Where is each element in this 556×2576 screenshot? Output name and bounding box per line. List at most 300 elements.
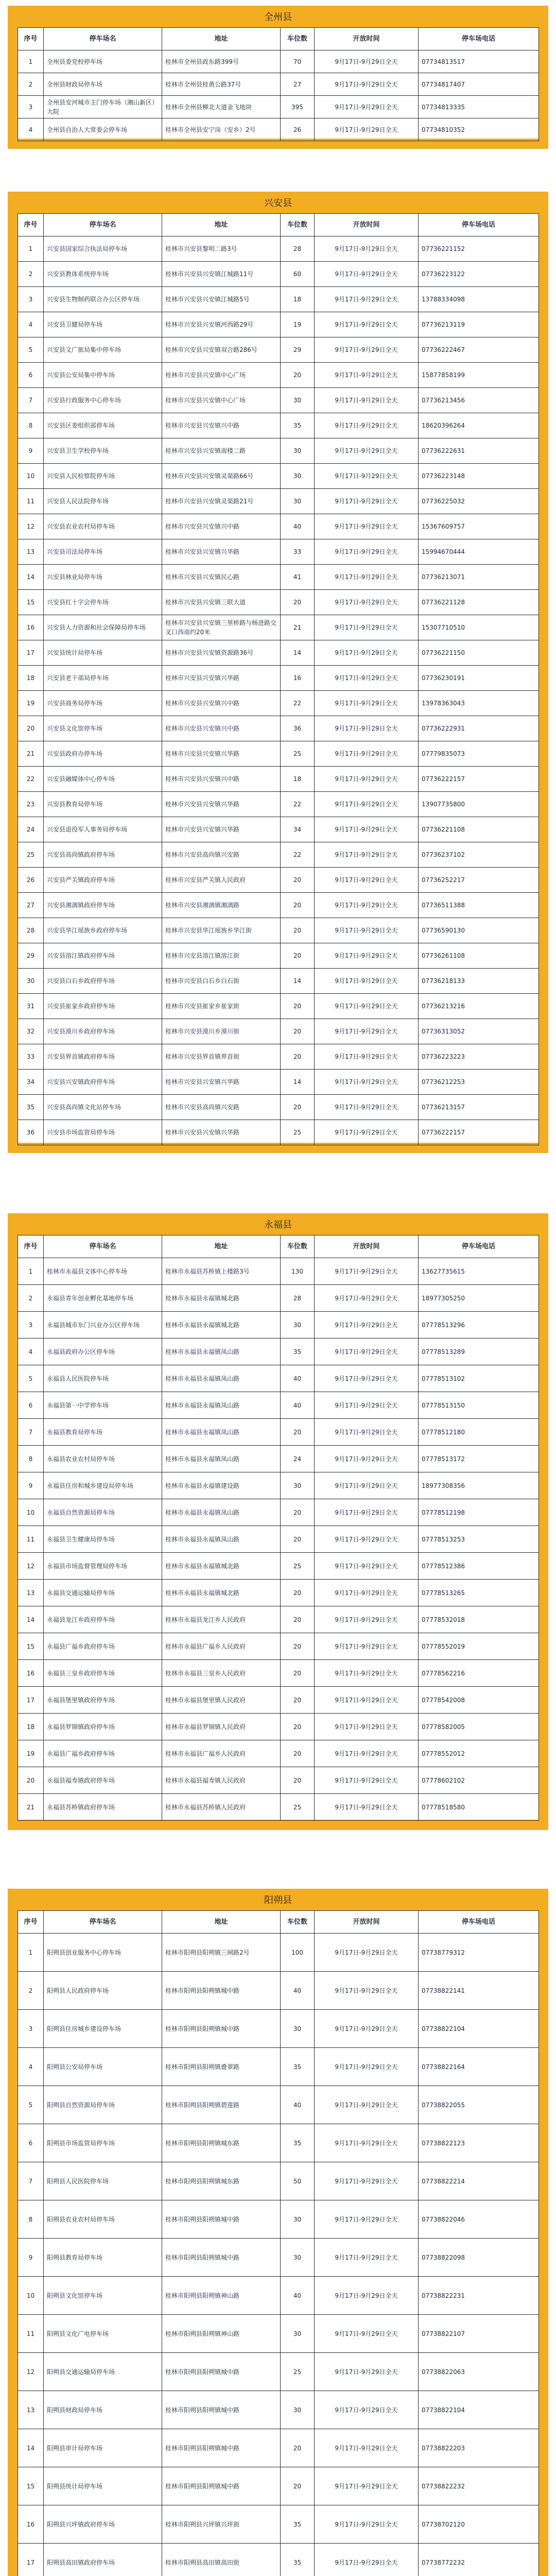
space-count: 33 <box>281 539 315 565</box>
row-index: 6 <box>18 1392 44 1419</box>
open-hours: 9月17日-9月29日全天 <box>315 363 419 388</box>
open-hours: 9月17日-9月29日全天 <box>315 868 419 893</box>
parking-address: 桂林市永福县广福乡人民政府 <box>162 1740 281 1767</box>
row-index: 15 <box>18 590 44 615</box>
open-hours: 9月17日-9月29日全天 <box>315 413 419 438</box>
row-index: 19 <box>18 691 44 716</box>
parking-address: 桂林市兴安县湘漓镇湘漓路 <box>162 893 281 918</box>
row-index: 10 <box>18 1499 44 1526</box>
parking-address: 桂林市兴安县兴安镇兴华路 <box>162 741 281 767</box>
parking-name: 永福县住房和城乡建设局停车场 <box>44 1472 162 1499</box>
table-row <box>18 464 539 489</box>
parking-phone: 07736213456 <box>419 388 539 413</box>
open-hours: 9月17日-9月29日全天 <box>315 1606 419 1633</box>
parking-phone: 07736221152 <box>419 236 539 262</box>
parking-address: 桂林市永福县永福镇城北路 <box>162 1553 281 1580</box>
space-count: 35 <box>281 413 315 438</box>
table-row <box>18 337 539 363</box>
parking-address: 桂林市兴安县兴安镇灵渠路21号 <box>162 489 281 514</box>
parking-phone: 07778518580 <box>419 1794 539 1821</box>
parking-name: 兴安县教育局停车场 <box>44 792 162 817</box>
row-index: 5 <box>18 1365 44 1392</box>
table-header-row <box>18 1235 539 1258</box>
parking-name: 阳朔县人民政府停车场 <box>44 1972 162 2010</box>
row-index: 13 <box>18 1580 44 1606</box>
parking-address: 桂林市兴安县兴安镇兴中路 <box>162 716 281 741</box>
parking-name: 兴安县兴安镇政府停车场 <box>44 1070 162 1095</box>
parking-address: 桂林市全州县柳北大道金飞地块 <box>162 96 281 118</box>
parking-phone: 07736313052 <box>419 1019 539 1044</box>
open-hours: 9月17日-9月29日全天 <box>315 2391 419 2429</box>
parking-address: 桂林市阳朔县阳朔镇神山路 <box>162 2315 281 2353</box>
parking-name: 阳朔县高田镇政府停车场 <box>44 2544 162 2576</box>
parking-address: 桂林市永福县永福镇凤山路 <box>162 1526 281 1553</box>
parking-address: 桂林市阳朔县阳朔镇城中路 <box>162 2200 281 2239</box>
parking-phone: 07778513265 <box>419 1580 539 1606</box>
parking-name: 兴安县统计局停车场 <box>44 640 162 666</box>
parking-name: 永福县卫生健康局停车场 <box>44 1526 162 1553</box>
open-hours: 9月17日-9月29日全天 <box>315 287 419 312</box>
row-index: 32 <box>18 1019 44 1044</box>
parking-name: 兴安县人民法院停车场 <box>44 489 162 514</box>
parking-phone: 07736221128 <box>419 590 539 615</box>
parking-address: 桂林市兴安县崔家乡崔家街 <box>162 994 281 1019</box>
space-count: 30 <box>281 438 315 464</box>
parking-name: 兴安县漠川乡政府停车场 <box>44 1019 162 1044</box>
open-hours: 9月17日-9月29日全天 <box>315 50 419 73</box>
table-row <box>18 438 539 464</box>
parking-name: 兴安县司法局停车场 <box>44 539 162 565</box>
row-index: 14 <box>18 1606 44 1633</box>
row-index: 5 <box>18 337 44 363</box>
space-count: 20 <box>281 893 315 918</box>
header-parking-name: 停车场名 <box>44 1235 162 1258</box>
row-index: 6 <box>18 2124 44 2162</box>
parking-name: 阳朔县文化广电停车场 <box>44 2315 162 2353</box>
parking-phone: 07778512180 <box>419 1419 539 1446</box>
parking-phone: 07736213157 <box>419 1095 539 1120</box>
space-count: 40 <box>281 2086 315 2124</box>
table-row <box>18 2124 539 2162</box>
row-index: 11 <box>18 1526 44 1553</box>
parking-address: 桂林市兴安县兴安镇江城路5号 <box>162 287 281 312</box>
open-hours: 9月17日-9月29日全天 <box>315 969 419 994</box>
row-index: 3 <box>18 287 44 312</box>
open-hours: 9月17日-9月29日全天 <box>315 792 419 817</box>
parking-phone: 07736221150 <box>419 640 539 666</box>
space-count: 20 <box>281 590 315 615</box>
row-index: 17 <box>18 640 44 666</box>
open-hours: 9月17日-9月29日全天 <box>315 767 419 792</box>
parking-name: 兴安县农业农村局停车场 <box>44 514 162 539</box>
table-container <box>18 1910 538 2576</box>
open-hours: 9月17日-9月29日全天 <box>315 1714 419 1740</box>
parking-name: 桂林市永福县文体中心停车场 <box>44 1258 162 1285</box>
space-count: 40 <box>281 1392 315 1419</box>
table-row <box>18 1044 539 1070</box>
header-row-index: 序号 <box>18 1911 44 1934</box>
parking-phone: 13907735800 <box>419 792 539 817</box>
open-hours: 9月17日-9月29日全天 <box>315 640 419 666</box>
parking-address: 桂林市兴安县兴安镇兴华路 <box>162 1070 281 1095</box>
table-row <box>18 2544 539 2576</box>
parking-phone: 07738822123 <box>419 2124 539 2162</box>
parking-phone: 07778513102 <box>419 1365 539 1392</box>
parking-name: 全州县安河城市主门停车场（湘山新区）大院 <box>44 96 162 118</box>
table-row <box>18 2277 539 2315</box>
parking-name: 永福县市场监督管理局停车场 <box>44 1553 162 1580</box>
table-row <box>18 640 539 666</box>
row-index: 5 <box>18 2086 44 2124</box>
table-row <box>18 1019 539 1044</box>
parking-name: 兴安县生物制药联合办公区停车场 <box>44 287 162 312</box>
parking-address: 桂林市永福县苏桥镇上楼路3号 <box>162 1258 281 1285</box>
parking-phone: 13978363043 <box>419 691 539 716</box>
row-index: 35 <box>18 1095 44 1120</box>
section-xingan <box>8 192 548 1153</box>
space-count: 40 <box>281 1972 315 2010</box>
parking-phone: 07736252217 <box>419 868 539 893</box>
parking-address: 桂林市兴安县兴安镇民心路 <box>162 565 281 590</box>
parking-phone: 07738822098 <box>419 2239 539 2277</box>
parking-phone: 07736218133 <box>419 969 539 994</box>
row-index: 6 <box>18 363 44 388</box>
open-hours: 9月17日-9月29日全天 <box>315 514 419 539</box>
parking-name: 永福县自然资源局停车场 <box>44 1499 162 1526</box>
row-index: 11 <box>18 489 44 514</box>
space-count: 20 <box>281 868 315 893</box>
parking-name: 阳朔县农业农村局停车场 <box>44 2200 162 2239</box>
open-hours: 9月17日-9月29日全天 <box>315 842 419 868</box>
parking-address: 桂林市兴安县兴安镇中心广场 <box>162 388 281 413</box>
parking-phone: 18620396264 <box>419 413 539 438</box>
table-row <box>18 1120 539 1145</box>
open-hours: 9月17日-9月29日全天 <box>315 236 419 262</box>
row-index: 11 <box>18 2315 44 2353</box>
row-index: 10 <box>18 2277 44 2315</box>
row-index: 33 <box>18 1044 44 1070</box>
open-hours: 9月17日-9月29日全天 <box>315 741 419 767</box>
parking-name: 永福县罗锦镇政府停车场 <box>44 1714 162 1740</box>
open-hours: 9月17日-9月29日全天 <box>315 691 419 716</box>
parking-address: 桂林市阳朔县兴坪镇兴坪街 <box>162 2505 281 2544</box>
parking-phone: 07736223223 <box>419 1044 539 1070</box>
open-hours: 9月17日-9月29日全天 <box>315 1553 419 1580</box>
space-count: 30 <box>281 2239 315 2277</box>
parking-address: 桂林市兴安县兴安镇资源路36号 <box>162 640 281 666</box>
space-count: 20 <box>281 1606 315 1633</box>
parking-name: 兴安县人民检察院停车场 <box>44 464 162 489</box>
open-hours: 9月17日-9月29日全天 <box>315 118 419 141</box>
space-count: 25 <box>281 1553 315 1580</box>
parking-address: 桂林市阳朔县阳朔镇碧莲路 <box>162 2086 281 2124</box>
row-index: 1 <box>18 1934 44 1972</box>
space-count: 35 <box>281 2048 315 2086</box>
space-count: 20 <box>281 994 315 1019</box>
parking-name: 阳朔县兴坪镇政府停车场 <box>44 2505 162 2544</box>
row-index: 15 <box>18 1633 44 1660</box>
parking-address: 桂林市阳朔县阳朔镇三闸路2号 <box>162 1934 281 1972</box>
space-count: 24 <box>281 1446 315 1472</box>
table-row <box>18 2467 539 2505</box>
row-index: 7 <box>18 2162 44 2200</box>
parking-name: 兴安县行政服务中心停车场 <box>44 388 162 413</box>
open-hours: 9月17日-9月29日全天 <box>315 2239 419 2277</box>
space-count: 50 <box>281 2162 315 2200</box>
table-row <box>18 2239 539 2277</box>
space-count: 30 <box>281 1312 315 1338</box>
parking-phone: 07736511388 <box>419 893 539 918</box>
row-index: 22 <box>18 767 44 792</box>
space-count: 20 <box>281 1767 315 1794</box>
table-row <box>18 1499 539 1526</box>
parking-address: 桂林市兴安县华江瑶族乡华江街 <box>162 918 281 943</box>
open-hours: 9月17日-9月29日全天 <box>315 2086 419 2124</box>
parking-name: 阳朔县教育局停车场 <box>44 2239 162 2277</box>
parking-address: 桂林市永福县苏桥镇人民政府 <box>162 1794 281 1821</box>
parking-address: 桂林市兴安县兴安镇兴华路 <box>162 817 281 842</box>
table-row <box>18 514 539 539</box>
parking-phone: 07778552012 <box>419 1740 539 1767</box>
parking-phone: 07734817407 <box>419 73 539 96</box>
open-hours: 9月17日-9月29日全天 <box>315 2124 419 2162</box>
space-count: 30 <box>281 464 315 489</box>
open-hours: 9月17日-9月29日全天 <box>315 96 419 118</box>
parking-address: 桂林市兴安县兴安镇灵渠路66号 <box>162 464 281 489</box>
row-index: 2 <box>18 73 44 96</box>
parking-address: 桂林市兴安县兴安镇河西路29号 <box>162 312 281 337</box>
section-yangshuo <box>8 1889 548 2576</box>
open-hours: 9月17日-9月29日全天 <box>315 2544 419 2576</box>
table-row <box>18 817 539 842</box>
parking-name: 永福县第一中学停车场 <box>44 1392 162 1419</box>
parking-name: 兴安县溶江镇政府停车场 <box>44 943 162 969</box>
space-count: 20 <box>281 1714 315 1740</box>
table-row <box>18 1070 539 1095</box>
parking-address: 桂林市全州县桂黄公路37号 <box>162 73 281 96</box>
parking-table <box>18 1235 539 1821</box>
table-row <box>18 413 539 438</box>
row-index: 8 <box>18 413 44 438</box>
row-index: 26 <box>18 868 44 893</box>
open-hours: 9月17日-9月29日全天 <box>315 1499 419 1526</box>
parking-phone: 07734813335 <box>419 96 539 118</box>
row-index: 8 <box>18 1446 44 1472</box>
parking-address: 桂林市兴安县兴安镇双合路286号 <box>162 337 281 363</box>
header-parking-address: 地址 <box>162 28 281 50</box>
open-hours: 9月17日-9月29日全天 <box>315 73 419 96</box>
open-hours: 9月17日-9月29日全天 <box>315 489 419 514</box>
parking-phone: 07736225032 <box>419 489 539 514</box>
open-hours: 9月17日-9月29日全天 <box>315 817 419 842</box>
parking-phone: 07778513289 <box>419 1338 539 1365</box>
parking-address: 桂林市阳朔县阳朔镇城东路 <box>162 2124 281 2162</box>
table-row <box>18 73 539 96</box>
space-count: 16 <box>281 666 315 691</box>
parking-name: 阳朔县自然资源局停车场 <box>44 2086 162 2124</box>
parking-name: 永福县三皇乡政府停车场 <box>44 1660 162 1687</box>
parking-name: 兴安县政府办停车场 <box>44 741 162 767</box>
header-parking-name: 停车场名 <box>44 28 162 50</box>
table-container <box>18 1235 538 1820</box>
parking-address: 桂林市兴安县兴安镇兴华路 <box>162 666 281 691</box>
space-count: 20 <box>281 918 315 943</box>
row-index: 16 <box>18 615 44 640</box>
table-row <box>18 1553 539 1580</box>
parking-address: 桂林市兴安县漠川乡漠川街 <box>162 1019 281 1044</box>
open-hours: 9月17日-9月29日全天 <box>315 893 419 918</box>
parking-phone: 07738822104 <box>419 2010 539 2048</box>
table-row <box>18 2200 539 2239</box>
space-count: 20 <box>281 1687 315 1714</box>
parking-address: 桂林市兴安县兴安镇中心广场 <box>162 363 281 388</box>
parking-name: 永福县广福乡政府停车场 <box>44 1740 162 1767</box>
parking-phone: 07738702120 <box>419 2505 539 2544</box>
table-row <box>18 969 539 994</box>
row-index: 1 <box>18 1258 44 1285</box>
parking-address: 桂林市兴安县白石乡白石街 <box>162 969 281 994</box>
space-count: 40 <box>281 2277 315 2315</box>
parking-address: 桂林市永福县永福镇城北路 <box>162 1285 281 1312</box>
space-count: 14 <box>281 1070 315 1095</box>
parking-name: 永福县农业农村局停车场 <box>44 1446 162 1472</box>
parking-name: 兴安县老干部局停车场 <box>44 666 162 691</box>
parking-phone: 07736237102 <box>419 842 539 868</box>
table-row <box>18 716 539 741</box>
row-index: 21 <box>18 741 44 767</box>
space-count: 25 <box>281 2353 315 2391</box>
header-space-count: 车位数 <box>281 1911 315 1934</box>
table-row <box>18 2353 539 2391</box>
parking-address: 桂林市阳朔县阳朔镇城中路 <box>162 2353 281 2391</box>
open-hours: 9月17日-9月29日全天 <box>315 1019 419 1044</box>
table-row <box>18 2391 539 2429</box>
parking-phone: 07738822203 <box>419 2429 539 2467</box>
parking-address: 桂林市永福县永福镇凤山路 <box>162 1392 281 1419</box>
space-count: 21 <box>281 615 315 640</box>
table-row <box>18 767 539 792</box>
table-row <box>18 1606 539 1633</box>
space-count: 30 <box>281 388 315 413</box>
parking-address: 桂林市兴安县溶江镇溶江街 <box>162 943 281 969</box>
header-row-index: 序号 <box>18 214 44 236</box>
open-hours: 9月17日-9月29日全天 <box>315 994 419 1019</box>
parking-name: 兴安县退役军人事务局停车场 <box>44 817 162 842</box>
parking-phone: 07738779312 <box>419 1934 539 1972</box>
row-index: 18 <box>18 1714 44 1740</box>
open-hours: 9月17日-9月29日全天 <box>315 337 419 363</box>
parking-phone: 18977305250 <box>419 1285 539 1312</box>
open-hours: 9月17日-9月29日全天 <box>315 539 419 565</box>
table-row <box>18 1258 539 1285</box>
table-row <box>18 1446 539 1472</box>
table-row <box>18 2429 539 2467</box>
space-count: 22 <box>281 792 315 817</box>
parking-phone: 07734813517 <box>419 50 539 73</box>
table-row <box>18 236 539 262</box>
parking-name: 永福县青年创业孵化基地停车场 <box>44 1285 162 1312</box>
row-index: 9 <box>18 2239 44 2277</box>
table-row <box>18 666 539 691</box>
parking-name: 阳朔县创业服务中心停车场 <box>44 1934 162 1972</box>
open-hours: 9月17日-9月29日全天 <box>315 2467 419 2505</box>
table-header-row <box>18 214 539 236</box>
table-row <box>18 792 539 817</box>
parking-name: 阳朔县统计局停车场 <box>44 2467 162 2505</box>
parking-phone: 07736212253 <box>419 1070 539 1095</box>
parking-address: 桂林市永福县三皇乡人民政府 <box>162 1660 281 1687</box>
header-parking-phone: 停车场电话 <box>419 1235 539 1258</box>
space-count: 30 <box>281 1472 315 1499</box>
table-row <box>18 1392 539 1419</box>
table-row <box>18 118 539 141</box>
parking-phone: 07779835073 <box>419 741 539 767</box>
table-header-row <box>18 28 539 50</box>
parking-address: 桂林市阳朔县阳朔镇城中路 <box>162 2391 281 2429</box>
parking-phone: 07778513172 <box>419 1446 539 1472</box>
parking-address: 桂林市兴安县高尚镇兴安路 <box>162 842 281 868</box>
space-count: 35 <box>281 2505 315 2544</box>
table-row <box>18 1660 539 1687</box>
parking-address: 桂林市兴安县兴安镇三里桥路与杨进路交叉口西南约20米 <box>162 615 281 640</box>
parking-table <box>18 213 539 1145</box>
open-hours: 9月17日-9月29日全天 <box>315 1580 419 1606</box>
parking-name: 兴安县国家综合执法局停车场 <box>44 236 162 262</box>
table-row <box>18 1095 539 1120</box>
parking-address: 桂林市永福县永福镇凤山路 <box>162 1446 281 1472</box>
parking-name: 阳朔县市场监管局停车场 <box>44 2124 162 2162</box>
parking-address: 桂林市兴安县严关镇人民政府 <box>162 868 281 893</box>
parking-address: 桂林市兴安县兴安镇江城路11号 <box>162 262 281 287</box>
space-count: 19 <box>281 312 315 337</box>
parking-name: 阳朔县住房城乡建设停车场 <box>44 2010 162 2048</box>
row-index: 19 <box>18 1740 44 1767</box>
table-row <box>18 489 539 514</box>
parking-name: 阳朔县财政局停车场 <box>44 2391 162 2429</box>
open-hours: 9月17日-9月29日全天 <box>315 1526 419 1553</box>
parking-name: 兴安县严关镇政府停车场 <box>44 868 162 893</box>
row-index: 10 <box>18 464 44 489</box>
header-space-count: 车位数 <box>281 214 315 236</box>
row-index: 15 <box>18 2467 44 2505</box>
open-hours: 9月17日-9月29日全天 <box>315 565 419 590</box>
parking-address: 桂林市兴安县高尚镇兴安路 <box>162 1095 281 1120</box>
parking-phone: 18977308356 <box>419 1472 539 1499</box>
parking-phone: 07736221108 <box>419 817 539 842</box>
space-count: 20 <box>281 2467 315 2505</box>
parking-name: 兴安县卫生学校停车场 <box>44 438 162 464</box>
table-row <box>18 1633 539 1660</box>
parking-address: 桂林市阳朔县阳朔镇神山路 <box>162 2277 281 2315</box>
space-count: 25 <box>281 1794 315 1821</box>
table-row <box>18 741 539 767</box>
open-hours: 9月17日-9月29日全天 <box>315 2162 419 2200</box>
parking-phone: 07738822055 <box>419 2086 539 2124</box>
space-count: 20 <box>281 1019 315 1044</box>
space-count: 20 <box>281 1526 315 1553</box>
space-count: 20 <box>281 1633 315 1660</box>
open-hours: 9月17日-9月29日全天 <box>315 1070 419 1095</box>
table-row <box>18 893 539 918</box>
open-hours: 9月17日-9月29日全天 <box>315 666 419 691</box>
space-count: 20 <box>281 1499 315 1526</box>
space-count: 60 <box>281 262 315 287</box>
table-container <box>18 27 538 139</box>
parking-name: 兴安县商务局停车场 <box>44 691 162 716</box>
parking-name: 兴安县公安局集中停车场 <box>44 363 162 388</box>
table-container <box>18 213 538 1143</box>
open-hours: 9月17日-9月29日全天 <box>315 1285 419 1312</box>
